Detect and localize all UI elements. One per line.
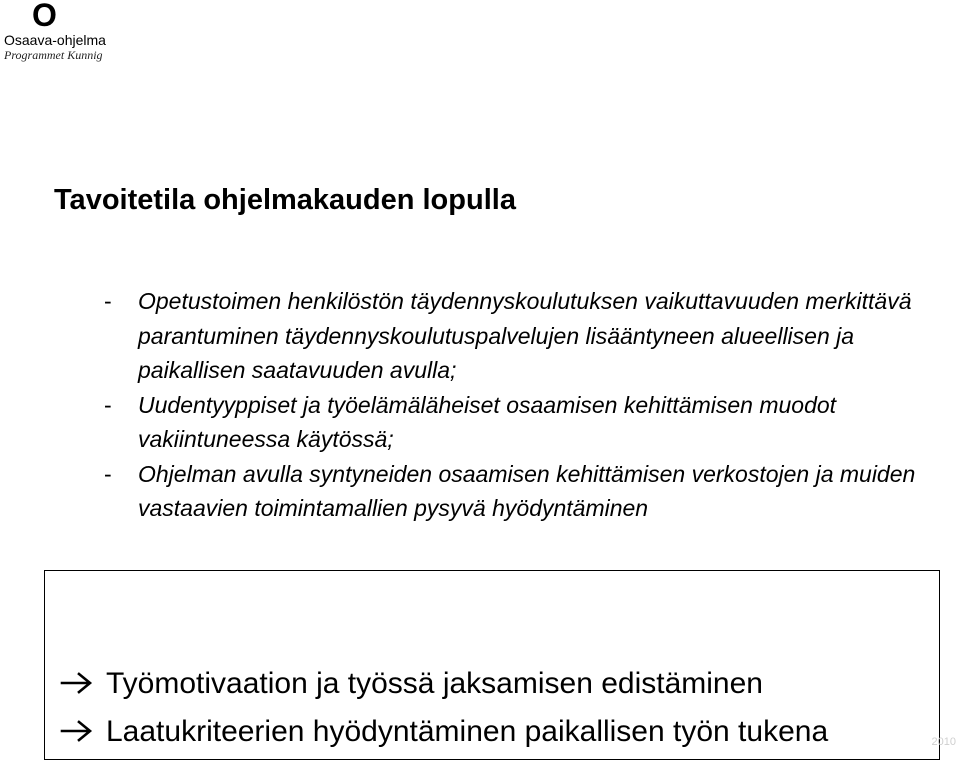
goal-text: Uudentyyppiset ja työelämäläheiset osaamisen kehittämisen muodot vakiintuneessa käytössä; [138, 391, 837, 452]
osaava-logo [4, 0, 106, 62]
footer-watermark: 2010 [931, 736, 956, 748]
effect-text: Laatukriteerien hyödyntäminen paikallisen työn tukena [106, 715, 829, 748]
goal-text: Ohjelman avulla syntyneiden osaamisen kehittämisen verkostojen ja muiden vastaavien toimintamallien pysyvä hyödyntäminen [138, 460, 916, 521]
right-arrow-icon [60, 671, 94, 695]
logo-program-name: Osaava-ohjelma [4, 32, 106, 48]
dash-bullet: - [104, 460, 112, 487]
goal-text: Opetustoimen henkilöstön täydennyskoulutuksen vaikuttavuuden merkittävä parantuminen täydennyskoulutuspalvelujen lisääntyneen alueellisen ja paikallisen saatavuuden avulla; [138, 288, 912, 383]
effect-item [60, 714, 828, 750]
goal-item [104, 457, 924, 526]
effect-text: Työmotivaation ja työssä jaksamisen edistäminen [106, 667, 763, 700]
slide-title: Tavoitetila ohjelmakauden lopulla [54, 184, 516, 216]
dash-bullet: - [104, 288, 112, 314]
goal-list [104, 284, 924, 526]
logo-letter: O [32, 0, 57, 33]
dash-bullet: - [104, 391, 112, 418]
goal-item [104, 284, 924, 388]
effect-item [60, 666, 763, 702]
goal-item [104, 388, 924, 457]
right-arrow-icon [60, 719, 94, 743]
logo-program-subtitle: Programmet Kunnig [4, 48, 103, 62]
